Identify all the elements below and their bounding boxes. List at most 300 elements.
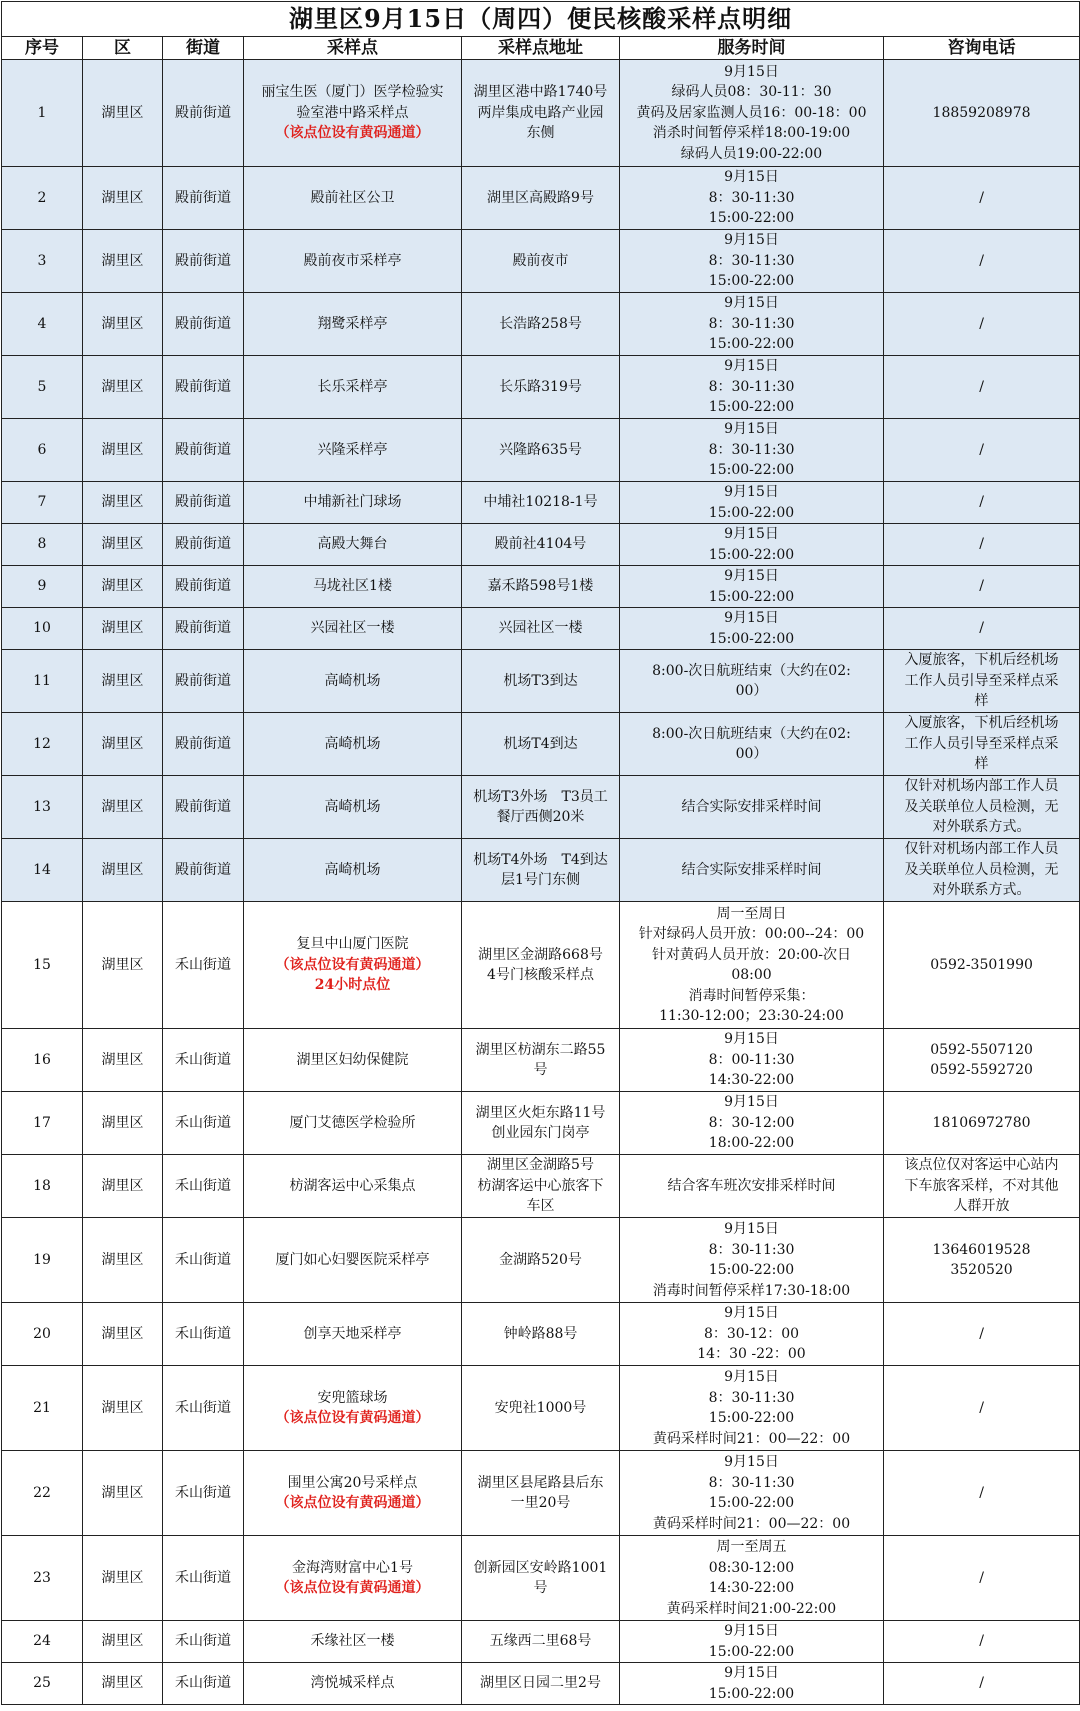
cell-address bbox=[462, 1621, 620, 1663]
cell-phone-line: 入厦旅客，下机后经机场 bbox=[904, 715, 1059, 732]
cell-site bbox=[244, 167, 462, 230]
cell-hours-line: 8：30-11:30 bbox=[708, 189, 795, 206]
cell-site-line: 湾悦城采样点 bbox=[310, 1675, 395, 1692]
cell-street: 禾山街道 bbox=[163, 1366, 244, 1451]
cell-site-line: 丽宝生医（厦门）医学检验实 bbox=[261, 84, 444, 101]
header-no: 序号 bbox=[2, 37, 83, 60]
cell-address-line: 湖里区日园二里2号 bbox=[480, 1675, 601, 1692]
cell-site-line: 长乐采样亭 bbox=[317, 378, 388, 395]
cell-district: 湖里区 bbox=[83, 524, 163, 566]
cell-address bbox=[462, 230, 620, 293]
cell-address-line: 层1号门东侧 bbox=[501, 872, 580, 888]
cell-phone bbox=[884, 902, 1080, 1029]
cell-address-line: 4号门核酸采样点 bbox=[487, 967, 594, 983]
cell-hours bbox=[620, 650, 884, 713]
cell-hours-line: 15:00-22:00 bbox=[708, 1495, 795, 1511]
cell-no: 16 bbox=[2, 1029, 83, 1092]
cell-hours bbox=[620, 60, 884, 167]
cell-district: 湖里区 bbox=[83, 293, 163, 356]
cell-street: 禾山街道 bbox=[163, 1536, 244, 1621]
cell-hours bbox=[620, 776, 884, 839]
cell-hours bbox=[620, 1366, 884, 1451]
cell-hours-line: 8：30-12:00 bbox=[708, 1114, 795, 1131]
cell-site-line: 围里公寓20号采样点 bbox=[287, 1474, 418, 1491]
cell-address bbox=[462, 1092, 620, 1155]
cell-site-line: 高崎机场 bbox=[324, 798, 381, 815]
table-row bbox=[2, 776, 1080, 839]
cell-address-line: 号 bbox=[533, 1062, 548, 1078]
cell-hours-line: 15:00-22:00 bbox=[708, 399, 795, 416]
cell-phone-line: / bbox=[979, 578, 984, 595]
cell-street: 殿前街道 bbox=[163, 776, 244, 839]
cell-site bbox=[244, 1092, 462, 1155]
table-row bbox=[2, 839, 1080, 902]
cell-district: 湖里区 bbox=[83, 1029, 163, 1092]
cell-address-line: 湖里区火炬东路11号 bbox=[475, 1104, 606, 1121]
table-row bbox=[2, 1663, 1080, 1705]
cell-site-line: 安兜篮球场 bbox=[317, 1389, 388, 1406]
cell-hours-line: 9月15日 bbox=[724, 358, 779, 375]
cell-phone-line: 13646019528 bbox=[932, 1241, 1031, 1258]
cell-no: 5 bbox=[2, 356, 83, 419]
cell-hours-line: 8：30-11:30 bbox=[708, 378, 795, 395]
cell-site-line: 高崎机场 bbox=[324, 672, 381, 689]
cell-phone-line: 人群开放 bbox=[953, 1198, 1010, 1215]
cell-street: 禾山街道 bbox=[163, 1451, 244, 1536]
cell-street: 禾山街道 bbox=[163, 1621, 244, 1663]
table-row bbox=[2, 1155, 1080, 1218]
cell-site bbox=[244, 608, 462, 650]
cell-address-line: 嘉禾路598号1楼 bbox=[487, 578, 594, 595]
cell-site-line: 马垅社区1楼 bbox=[313, 578, 392, 595]
cell-address-line: 湖里区港中路1740号 bbox=[473, 84, 608, 101]
cell-hours-line: 8：30-11:30 bbox=[708, 441, 795, 458]
cell-street: 殿前街道 bbox=[163, 482, 244, 524]
cell-hours-line: 针对黄码人员开放：20:00-次日 bbox=[651, 946, 852, 963]
cell-hours-line: 周一至周日 bbox=[716, 905, 787, 922]
table-row bbox=[2, 608, 1080, 650]
table-row bbox=[2, 1218, 1080, 1303]
cell-address-line: 安兜社1000号 bbox=[494, 1399, 587, 1416]
cell-district: 湖里区 bbox=[83, 356, 163, 419]
cell-hours-line: 针对绿码人员开放：00:00--24：00 bbox=[638, 926, 865, 942]
cell-hours-line: 黄码采样时间21：00—22：00 bbox=[652, 1515, 851, 1532]
cell-site-line: 兴园社区一楼 bbox=[310, 620, 395, 637]
cell-no: 18 bbox=[2, 1155, 83, 1218]
cell-hours bbox=[620, 482, 884, 524]
cell-hours-line: 9月15日 bbox=[724, 484, 779, 500]
cell-phone-line: 3520520 bbox=[950, 1262, 1013, 1278]
cell-address bbox=[462, 713, 620, 776]
header-phone: 咨询电话 bbox=[884, 37, 1080, 60]
cell-site-line: 验室港中路采样点 bbox=[296, 104, 409, 121]
cell-no: 9 bbox=[2, 566, 83, 608]
cell-district: 湖里区 bbox=[83, 1621, 163, 1663]
cell-address-line: 创新园区安岭路1001 bbox=[473, 1559, 608, 1576]
cell-address bbox=[462, 482, 620, 524]
cell-site bbox=[244, 356, 462, 419]
cell-hours-line: 8：00-11:30 bbox=[708, 1051, 795, 1068]
cell-no: 20 bbox=[2, 1303, 83, 1366]
cell-hours-line: 消毒时间暂停采集： bbox=[688, 987, 815, 1004]
cell-no: 17 bbox=[2, 1092, 83, 1155]
cell-hours bbox=[620, 1536, 884, 1621]
cell-address bbox=[462, 419, 620, 482]
cell-phone-line: / bbox=[979, 494, 984, 511]
cell-address-line: 殿前社4104号 bbox=[494, 536, 587, 553]
cell-district: 湖里区 bbox=[83, 1218, 163, 1303]
cell-hours-line: 9月15日 bbox=[724, 232, 779, 249]
cell-hours bbox=[620, 902, 884, 1029]
cell-address bbox=[462, 839, 620, 902]
cell-street: 禾山街道 bbox=[163, 1029, 244, 1092]
cell-hours-line: 消杀时间暂停采样18:00-19:00 bbox=[652, 125, 851, 142]
cell-phone bbox=[884, 230, 1080, 293]
cell-no: 3 bbox=[2, 230, 83, 293]
cell-district: 湖里区 bbox=[83, 167, 163, 230]
cell-address bbox=[462, 356, 620, 419]
cell-hours-line: 结合实际安排采样时间 bbox=[681, 861, 822, 878]
cell-no: 13 bbox=[2, 776, 83, 839]
cell-district: 湖里区 bbox=[83, 230, 163, 293]
cell-hours-line: 00） bbox=[735, 683, 768, 699]
table-row bbox=[2, 60, 1080, 167]
cell-site-line: 殿前夜市采样亭 bbox=[303, 252, 402, 269]
table-row bbox=[2, 1536, 1080, 1621]
table-row bbox=[2, 482, 1080, 524]
cell-hours-line: 8:00-次日航班结束（大约在02: bbox=[652, 725, 851, 742]
cell-address bbox=[462, 1536, 620, 1621]
cell-address-line: 兴隆路635号 bbox=[499, 441, 582, 458]
cell-phone-line: 下车旅客采样，不对其他 bbox=[904, 1177, 1059, 1194]
cell-hours-line: 9月15日 bbox=[724, 1305, 779, 1322]
cell-site bbox=[244, 650, 462, 713]
cell-street: 殿前街道 bbox=[163, 60, 244, 167]
cell-street: 殿前街道 bbox=[163, 608, 244, 650]
cell-site-line: 金海湾财富中心1号 bbox=[292, 1559, 413, 1576]
cell-site bbox=[244, 713, 462, 776]
yellow-code-channel-note: （该点位设有黄码通道） bbox=[275, 1580, 430, 1596]
cell-no: 10 bbox=[2, 608, 83, 650]
cell-street: 殿前街道 bbox=[163, 650, 244, 713]
cell-address bbox=[462, 650, 620, 713]
cell-hours-line: 9月15日 bbox=[724, 295, 779, 312]
cell-no: 15 bbox=[2, 902, 83, 1029]
cell-street: 殿前街道 bbox=[163, 839, 244, 902]
header-site: 采样点 bbox=[244, 37, 462, 60]
header-hours: 服务时间 bbox=[620, 37, 884, 60]
cell-site-line: 翔鹭采样亭 bbox=[317, 315, 388, 332]
cell-no: 7 bbox=[2, 482, 83, 524]
cell-phone-line: 0592-5592720 bbox=[930, 1062, 1033, 1078]
header-address: 采样点地址 bbox=[462, 37, 620, 60]
cell-district: 湖里区 bbox=[83, 839, 163, 902]
cell-address-line: 机场T3外场 T3员工 bbox=[473, 788, 608, 805]
cell-hours bbox=[620, 1451, 884, 1536]
cell-site bbox=[244, 1029, 462, 1092]
cell-hours bbox=[620, 1621, 884, 1663]
cell-site bbox=[244, 776, 462, 839]
cell-hours-line: 9月15日 bbox=[724, 169, 779, 186]
cell-hours-line: 15:00-22:00 bbox=[708, 336, 795, 353]
cell-address bbox=[462, 608, 620, 650]
cell-phone-line: 0592-3501990 bbox=[930, 956, 1033, 973]
cell-address-line: 枋湖客运中心旅客下 bbox=[477, 1177, 604, 1194]
cell-address-line: 号 bbox=[533, 1580, 548, 1596]
cell-hours-line: 绿码人员08：30-11：30 bbox=[671, 84, 832, 101]
cell-district: 湖里区 bbox=[83, 60, 163, 167]
table-row bbox=[2, 902, 1080, 1029]
cell-hours-line: 9月15日 bbox=[724, 610, 779, 626]
cell-hours-line: 14:30-22:00 bbox=[708, 1580, 795, 1596]
table-row bbox=[2, 230, 1080, 293]
cell-hours bbox=[620, 1303, 884, 1366]
cell-hours-line: 15:00-22:00 bbox=[708, 504, 795, 521]
cell-address-line: 机场T4到达 bbox=[503, 735, 578, 752]
cell-no: 12 bbox=[2, 713, 83, 776]
cell-site-line: 复旦中山厦门医院 bbox=[296, 936, 409, 953]
cell-phone bbox=[884, 1621, 1080, 1663]
cell-phone bbox=[884, 839, 1080, 902]
cell-site bbox=[244, 839, 462, 902]
cell-site bbox=[244, 60, 462, 167]
cell-district: 湖里区 bbox=[83, 776, 163, 839]
cell-phone-line: 仅针对机场内部工作人员 bbox=[904, 778, 1059, 795]
cell-hours-line: 15:00-22:00 bbox=[708, 1262, 795, 1278]
cell-site-line: 厦门如心妇婴医院采样亭 bbox=[275, 1251, 430, 1268]
cell-address-line: 长浩路258号 bbox=[499, 315, 582, 332]
cell-address bbox=[462, 1155, 620, 1218]
cell-hours-line: 8：30-12：00 bbox=[703, 1325, 800, 1342]
cell-district: 湖里区 bbox=[83, 1092, 163, 1155]
cell-phone-line: / bbox=[979, 1325, 984, 1342]
cell-phone-line: 0592-5507120 bbox=[930, 1041, 1033, 1058]
cell-no: 8 bbox=[2, 524, 83, 566]
cell-phone-line: / bbox=[979, 1569, 984, 1586]
cell-site-line: 高崎机场 bbox=[324, 735, 381, 752]
cell-hours bbox=[620, 293, 884, 356]
header-district: 区 bbox=[83, 37, 163, 60]
cell-street: 禾山街道 bbox=[163, 1092, 244, 1155]
table-title: 湖里区9月15日（周四）便民核酸采样点明细 bbox=[2, 2, 1080, 37]
cell-phone-line: 工作人员引导至采样点采 bbox=[904, 735, 1059, 752]
cell-address bbox=[462, 60, 620, 167]
cell-street: 殿前街道 bbox=[163, 293, 244, 356]
cell-site bbox=[244, 230, 462, 293]
table-row bbox=[2, 167, 1080, 230]
cell-hours-line: 8：30-11:30 bbox=[708, 1474, 795, 1491]
cell-site-line: 兴隆采样亭 bbox=[317, 441, 388, 458]
cell-district: 湖里区 bbox=[83, 1663, 163, 1705]
cell-address-line: 餐厅西侧20米 bbox=[496, 809, 585, 825]
cell-phone bbox=[884, 566, 1080, 608]
cell-phone bbox=[884, 167, 1080, 230]
cell-district: 湖里区 bbox=[83, 1451, 163, 1536]
cell-hours-line: 黄码采样时间21：00—22：00 bbox=[652, 1430, 851, 1447]
cell-street: 殿前街道 bbox=[163, 230, 244, 293]
cell-phone-line: 仅针对机场内部工作人员 bbox=[904, 841, 1059, 858]
cell-phone bbox=[884, 293, 1080, 356]
table-row bbox=[2, 1092, 1080, 1155]
cell-hours-line: 9月15日 bbox=[724, 1454, 779, 1470]
cell-hours-line: 15:00-22:00 bbox=[708, 210, 795, 227]
cell-phone-line: / bbox=[979, 315, 984, 332]
cell-no: 22 bbox=[2, 1451, 83, 1536]
cell-phone-line: 入厦旅客，下机后经机场 bbox=[904, 652, 1059, 669]
cell-hours-line: 9月15日 bbox=[724, 1369, 779, 1385]
cell-street: 殿前街道 bbox=[163, 566, 244, 608]
cell-phone bbox=[884, 1092, 1080, 1155]
cell-phone-line: / bbox=[979, 441, 984, 458]
cell-address bbox=[462, 1451, 620, 1536]
cell-phone-line: / bbox=[979, 378, 984, 395]
cell-site bbox=[244, 1621, 462, 1663]
cell-address-line: 湖里区金湖路5号 bbox=[487, 1157, 594, 1174]
cell-phone-line: / bbox=[979, 189, 984, 206]
table-row bbox=[2, 524, 1080, 566]
cell-phone-line: / bbox=[979, 1633, 984, 1650]
cell-hours-line: 结合客车班次安排采样时间 bbox=[667, 1177, 836, 1194]
cell-address bbox=[462, 566, 620, 608]
cell-street: 禾山街道 bbox=[163, 902, 244, 1029]
cell-no: 23 bbox=[2, 1536, 83, 1621]
cell-site-line: 高殿大舞台 bbox=[317, 536, 388, 553]
cell-site bbox=[244, 1155, 462, 1218]
cell-street: 禾山街道 bbox=[163, 1663, 244, 1705]
yellow-code-channel-note: 24小时点位 bbox=[314, 977, 391, 994]
cell-phone bbox=[884, 356, 1080, 419]
cell-site bbox=[244, 524, 462, 566]
cell-hours-line: 15:00-22:00 bbox=[708, 588, 795, 605]
cell-hours-line: 08:30-12:00 bbox=[708, 1559, 795, 1576]
table-row bbox=[2, 293, 1080, 356]
cell-phone bbox=[884, 650, 1080, 713]
cell-street: 殿前街道 bbox=[163, 713, 244, 776]
cell-phone bbox=[884, 1218, 1080, 1303]
cell-hours-line: 9月15日 bbox=[724, 421, 779, 438]
cell-phone bbox=[884, 776, 1080, 839]
cell-phone bbox=[884, 524, 1080, 566]
cell-address bbox=[462, 1366, 620, 1451]
cell-street: 殿前街道 bbox=[163, 524, 244, 566]
cell-site bbox=[244, 1536, 462, 1621]
cell-no: 14 bbox=[2, 839, 83, 902]
cell-hours-line: 周一至周五 bbox=[716, 1539, 787, 1555]
cell-address bbox=[462, 1303, 620, 1366]
cell-hours bbox=[620, 713, 884, 776]
cell-phone bbox=[884, 1536, 1080, 1621]
table-row bbox=[2, 1451, 1080, 1536]
cell-hours-line: 9月15日 bbox=[724, 1623, 779, 1639]
cell-phone bbox=[884, 419, 1080, 482]
cell-phone bbox=[884, 1663, 1080, 1705]
table-row bbox=[2, 566, 1080, 608]
cell-site-line: 湖里区妇幼保健院 bbox=[296, 1051, 409, 1068]
cell-address-line: 车区 bbox=[526, 1198, 555, 1215]
cell-site bbox=[244, 419, 462, 482]
header-street: 街道 bbox=[163, 37, 244, 60]
cell-hours bbox=[620, 566, 884, 608]
cell-hours-line: 消毒时间暂停采样17:30-18:00 bbox=[652, 1282, 851, 1299]
cell-site bbox=[244, 293, 462, 356]
cell-district: 湖里区 bbox=[83, 713, 163, 776]
cell-hours bbox=[620, 167, 884, 230]
cell-site-line: 禾缘社区一楼 bbox=[310, 1633, 395, 1650]
yellow-code-channel-note: （该点位设有黄码通道） bbox=[275, 125, 430, 142]
cell-hours bbox=[620, 230, 884, 293]
cell-address-line: 创业园东门岗亭 bbox=[491, 1125, 590, 1141]
cell-hours-line: 9月15日 bbox=[724, 568, 779, 584]
cell-hours-line: 8：30-11:30 bbox=[708, 1389, 795, 1406]
cell-district: 湖里区 bbox=[83, 1536, 163, 1621]
cell-site-line: 高崎机场 bbox=[324, 861, 381, 878]
cell-phone bbox=[884, 1451, 1080, 1536]
cell-address bbox=[462, 776, 620, 839]
cell-phone-line: / bbox=[979, 1399, 984, 1416]
cell-site bbox=[244, 1451, 462, 1536]
cell-street: 殿前街道 bbox=[163, 356, 244, 419]
cell-address bbox=[462, 1663, 620, 1705]
cell-street: 禾山街道 bbox=[163, 1218, 244, 1303]
cell-address bbox=[462, 902, 620, 1029]
cell-hours-line: 8：30-11:30 bbox=[708, 252, 795, 269]
cell-hours-line: 9月15日 bbox=[724, 1665, 779, 1681]
cell-address bbox=[462, 524, 620, 566]
cell-phone-line: 及关联单位人员检测，无 bbox=[904, 798, 1059, 815]
cell-hours-line: 9月15日 bbox=[724, 1221, 779, 1237]
cell-site bbox=[244, 1303, 462, 1366]
table-row bbox=[2, 1621, 1080, 1663]
cell-hours-line: 15:00-22:00 bbox=[708, 462, 795, 479]
cell-no: 11 bbox=[2, 650, 83, 713]
cell-hours bbox=[620, 524, 884, 566]
cell-address-line: 湖里区枋湖东二路55 bbox=[475, 1041, 606, 1058]
table-row bbox=[2, 713, 1080, 776]
cell-hours bbox=[620, 1029, 884, 1092]
cell-address-line: 东侧 bbox=[526, 125, 555, 142]
cell-phone-line: 工作人员引导至采样点采 bbox=[904, 672, 1059, 689]
cell-street: 殿前街道 bbox=[163, 167, 244, 230]
cell-phone-line: 该点位仅对客运中心站内 bbox=[904, 1157, 1059, 1174]
cell-district: 湖里区 bbox=[83, 566, 163, 608]
cell-phone-line: / bbox=[979, 620, 984, 637]
cell-hours-line: 9月15日 bbox=[724, 1031, 779, 1048]
cell-hours-line: 00） bbox=[735, 746, 768, 762]
table-row bbox=[2, 1029, 1080, 1092]
cell-address-line: 机场T4外场 T4到达 bbox=[473, 851, 608, 868]
table-body bbox=[2, 60, 1080, 1705]
cell-phone bbox=[884, 1366, 1080, 1451]
cell-hours-line: 15:00-22:00 bbox=[708, 546, 795, 563]
yellow-code-channel-note: （该点位设有黄码通道） bbox=[275, 956, 430, 973]
cell-phone-line: 及关联单位人员检测，无 bbox=[904, 861, 1059, 878]
cell-hours-line: 9月15日 bbox=[724, 1094, 779, 1111]
cell-district: 湖里区 bbox=[83, 482, 163, 524]
cell-hours-line: 15:00-22:00 bbox=[708, 1410, 795, 1426]
table-row bbox=[2, 1303, 1080, 1366]
cell-phone bbox=[884, 482, 1080, 524]
cell-hours-line: 14：30 -22：00 bbox=[697, 1346, 806, 1363]
cell-no: 24 bbox=[2, 1621, 83, 1663]
cell-phone bbox=[884, 1029, 1080, 1092]
cell-phone bbox=[884, 608, 1080, 650]
cell-hours-line: 14:30-22:00 bbox=[708, 1072, 795, 1089]
cell-street: 殿前街道 bbox=[163, 419, 244, 482]
cell-hours-line: 黄码及居家监测人员16：00-18：00 bbox=[636, 104, 867, 121]
cell-no: 6 bbox=[2, 419, 83, 482]
cell-address-line: 五缘西二里68号 bbox=[489, 1633, 592, 1650]
cell-phone-line: 对外联系方式。 bbox=[932, 819, 1031, 836]
